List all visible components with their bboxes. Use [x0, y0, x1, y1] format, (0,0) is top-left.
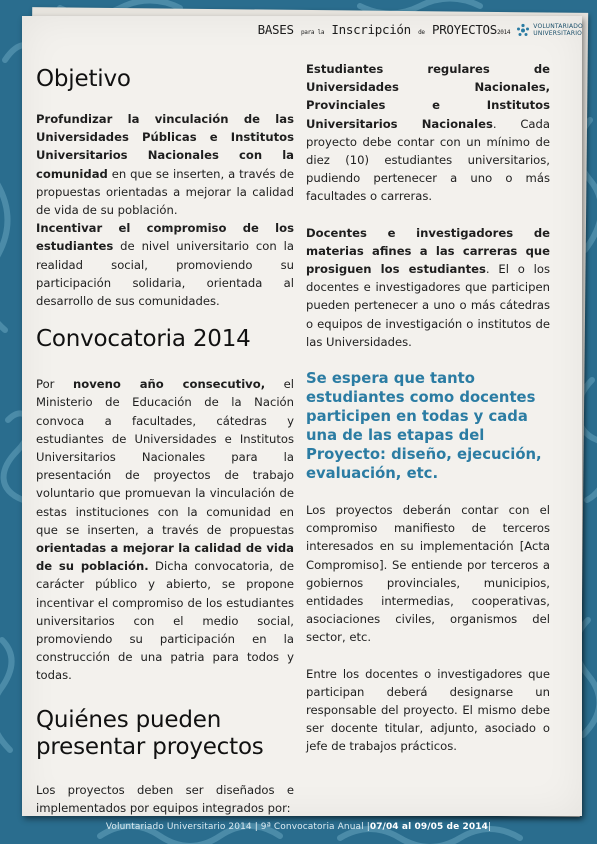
star-figure-icon	[516, 23, 530, 37]
estudiantes-bold: Estudiantes regulares de Universidades Nacionales, Provinciales e Institutos Universitarios Nacionales	[306, 62, 550, 131]
terceros-paragraph: Los proyectos deberán contar con el compromiso manifiesto de terceros interesados en su implementación [Acta Compromiso]. Se entiende por terceros a gobiernos provinciales, municipios, entidades intermedias, cooperativas, asociaciones civiles, organismos del sector, etc.	[306, 503, 550, 645]
bases-title	[258, 22, 511, 37]
objetivo-p2-rest: de nivel universitario con la realidad social, promoviendo su participación solidaria, orientada al desarrollo de sus comunidades.	[36, 239, 294, 309]
bases-word: BASES	[257, 22, 294, 37]
docentes-rest: . El o los docentes e investigadores que participen pueden pertenecer a uno o más cátedras o equipos de investigación o institutos de las Universidades.	[306, 262, 550, 349]
footer-program: Voluntariado Universitario 2014	[105, 822, 252, 832]
convocatoria-paragraph	[36, 375, 294, 684]
responsable-paragraph: Entre los docentes o investigadores que participan deberá designarse un responsable del proyecto. El mismo debe ser docente titular, adjunto, asociado o jefe de trabajos prácticos.	[306, 666, 550, 754]
objetivo-paragraph-1	[36, 110, 294, 219]
voluntariado-logo	[516, 23, 583, 37]
proyectos-word: PROYECTOS	[431, 22, 497, 37]
header-logo	[258, 22, 583, 37]
footer: Voluntariado Universitario 2014 | 9ª Convocatoria Anual |07/04 al 09/05 de 2014|	[105, 822, 492, 832]
heading-convocatoria: Convocatoria 2014	[36, 326, 251, 353]
inscripcion-word: Inscripción	[331, 22, 411, 37]
bases-small-2: de	[418, 29, 425, 36]
docentes-paragraph	[306, 224, 550, 351]
convocatoria-text-1: Por	[36, 377, 73, 392]
objetivo-p1-rest: en que se inserten, a través de propuestas orientadas a mejorar la calidad de vida de su población.	[36, 166, 294, 218]
logo-line-1: VOLUNTARIADO	[533, 22, 583, 30]
docentes-bold: Docentes e investigadores de materias afines a las carreras que prosiguen los estudiantes	[306, 225, 550, 277]
objetivo-p1-bold: Profundizar la vinculación de las Universidades Públicas e Institutos Universitarios Nacionales con la comunidad	[36, 112, 294, 181]
convocatoria-text-3: Dicha convocatoria, de carácter público y abierto, se propone incentivar el compromiso de los estudiantes universitarios con el medio social, promoviendo su participación en la construcción de una patria para todos y todas.	[36, 559, 294, 683]
convocatoria-text-2: el Ministerio de Educación de la Nación convoca a facultades, cátedras y estudiantes de Universidades e Institutos Universitarios Nacionales para la presentación de proyectos de trabajo voluntario que promuevan la vinculación de estas instituciones con la comunidad en que se inserten, a través de propuestas	[36, 377, 294, 537]
footer-dates: 07/04 al 09/05 de 2014	[369, 822, 488, 832]
estudiantes-paragraph	[306, 60, 550, 206]
estudiantes-rest: . Cada proyecto debe contar con un mínimo de diez (10) estudiantes universitarios, pudiendo pertenecer a uno o más facultades o carreras.	[306, 116, 550, 204]
right-column	[306, 60, 550, 756]
bases-year: 2014	[497, 29, 511, 36]
objetivo-paragraph-2	[36, 219, 294, 310]
logo-line-2: UNIVERSITARIO	[533, 29, 583, 37]
highlight-statement: Se espera que tanto estudiantes como docentes participen en todas y cada una de las etapas del Proyecto: diseño, ejecución, evaluación, etc.	[306, 370, 542, 483]
bases-small-1: para la	[300, 29, 325, 36]
heading-quienes: Quiénes pueden presentar proyectos	[36, 706, 264, 760]
quienes-intro: Los proyectos deben ser diseñados e implementados por equipos integrados por:	[36, 782, 294, 815]
objetivo-p2-bold: Incentivar el compromiso de los estudiantes	[36, 221, 294, 254]
left-column	[36, 48, 294, 817]
heading-objetivo: Objetivo	[36, 66, 131, 92]
footer-convocatoria: 9ª Convocatoria Anual	[260, 822, 364, 832]
convocatoria-bold-2: orientadas a mejorar la calidad de vida de su población.	[36, 541, 294, 574]
convocatoria-bold-1: noveno año consecutivo,	[72, 377, 266, 392]
